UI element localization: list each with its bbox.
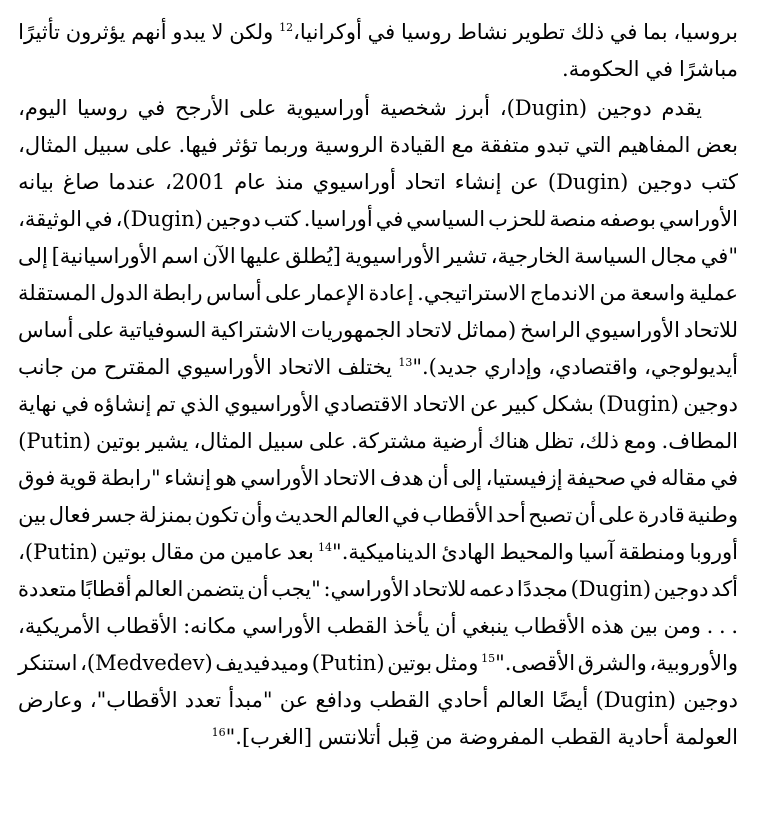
text-line: وطنية قادرة على أن تصبح أحد الأقطاب في العالم الحديث وأن تكون بمنزلة جسر فعال بين <box>18 503 738 527</box>
text-line: الأوراسي بوصفه منصة للحزب السياسي في أوراسيا. كتب دوجين (Dugin)، في الوثيقة، <box>18 207 738 231</box>
text-line: أكد دوجين (Dugin) مجددًا دعمه للاتحاد الأوراسي: "يجب أن يتضمن العالم أقطابًا متعددة <box>18 577 738 601</box>
text-line: عملية واسعة من الاندماج الاستراتيجي. إعادة الإعمار على أساس رابطة الدول المستقلة <box>18 281 738 305</box>
text-line: في مقاله في صحيفة إزفيستيا، إلى أن هدف الاتحاد الأوراسي هو إنشاء "رابطة قوية فوق <box>18 466 738 490</box>
text-line: بعض المفاهيم التي تبدو متفقة مع القيادة الروسية وربما تؤثر فيها. على سبيل المثال، <box>18 133 738 157</box>
text-line: المطاف. ومع ذلك، تظل هناك أرضية مشتركة. على سبيل المثال، يشير بوتين (Putin) <box>18 429 738 453</box>
text-line: دوجين (Dugin) بشكل كبير عن الاتحاد الاقتصادي الأوراسيوي الذي تم إنشاؤه في نهاية <box>18 392 738 416</box>
text-line: أيديولوجي، واقتصادي، وإداري جديد)."$^{13}$ يختلف الاتحاد الأوراسيوي المقترح من جانب <box>18 355 738 379</box>
text-line: يقدم دوجين (Dugin)، أبرز شخصية أوراسيوية على الأرجح في روسيا اليوم، <box>18 96 702 120</box>
text-line: كتب دوجين (Dugin) عن إنشاء اتحاد أوراسيوي منذ عام 2001، عندما صاغ بيانه <box>18 170 738 194</box>
text-line: دوجين (Dugin) أيضًا العالم أحادي القطب ودافع عن "مبدأ تعدد الأقطاب"، وعارض <box>18 688 738 712</box>
text-line: مباشرًا في الحكومة. <box>562 57 738 81</box>
text-line: للاتحاد الأوراسيوي الراسخ (مماثل لاتحاد الجمهوريات الاشتراكية السوفياتية على أساس <box>18 318 738 342</box>
text-line: العولمة أحادية القطب المفروضة من قِبل أتلانتس [الغرب]."$^{16}$ <box>211 725 738 749</box>
text-line: "في مجال السياسة الخارجية، تشير الأوراسيوية [يُطلق عليها الآن اسم الأوراسيانية] إلى <box>18 244 738 268</box>
text-line: والأوروبية، والشرق الأقصى."$^{15}$ ومثل بوتين (Putin) وميدفيديف (Medvedev)، استنكر <box>18 651 738 675</box>
text-line: أوروبا ومنطقة آسيا والمحيط الهادئ الديناميكية."$^{14}$ بعد عامين من مقال بوتين (Putin)، <box>18 540 738 564</box>
text-line: بروسيا، بما في ذلك تطوير نشاط روسيا في أوكرانيا،$^{12}$ ولكن لا يبدو أنهم يؤثرون تأثيرًا <box>18 20 738 44</box>
text-line: . . . ومن بين هذه الأقطاب ينبغي أن يأخذ القطب الأوراسي مكانه: الأقطاب الأمريكية، <box>18 614 738 638</box>
